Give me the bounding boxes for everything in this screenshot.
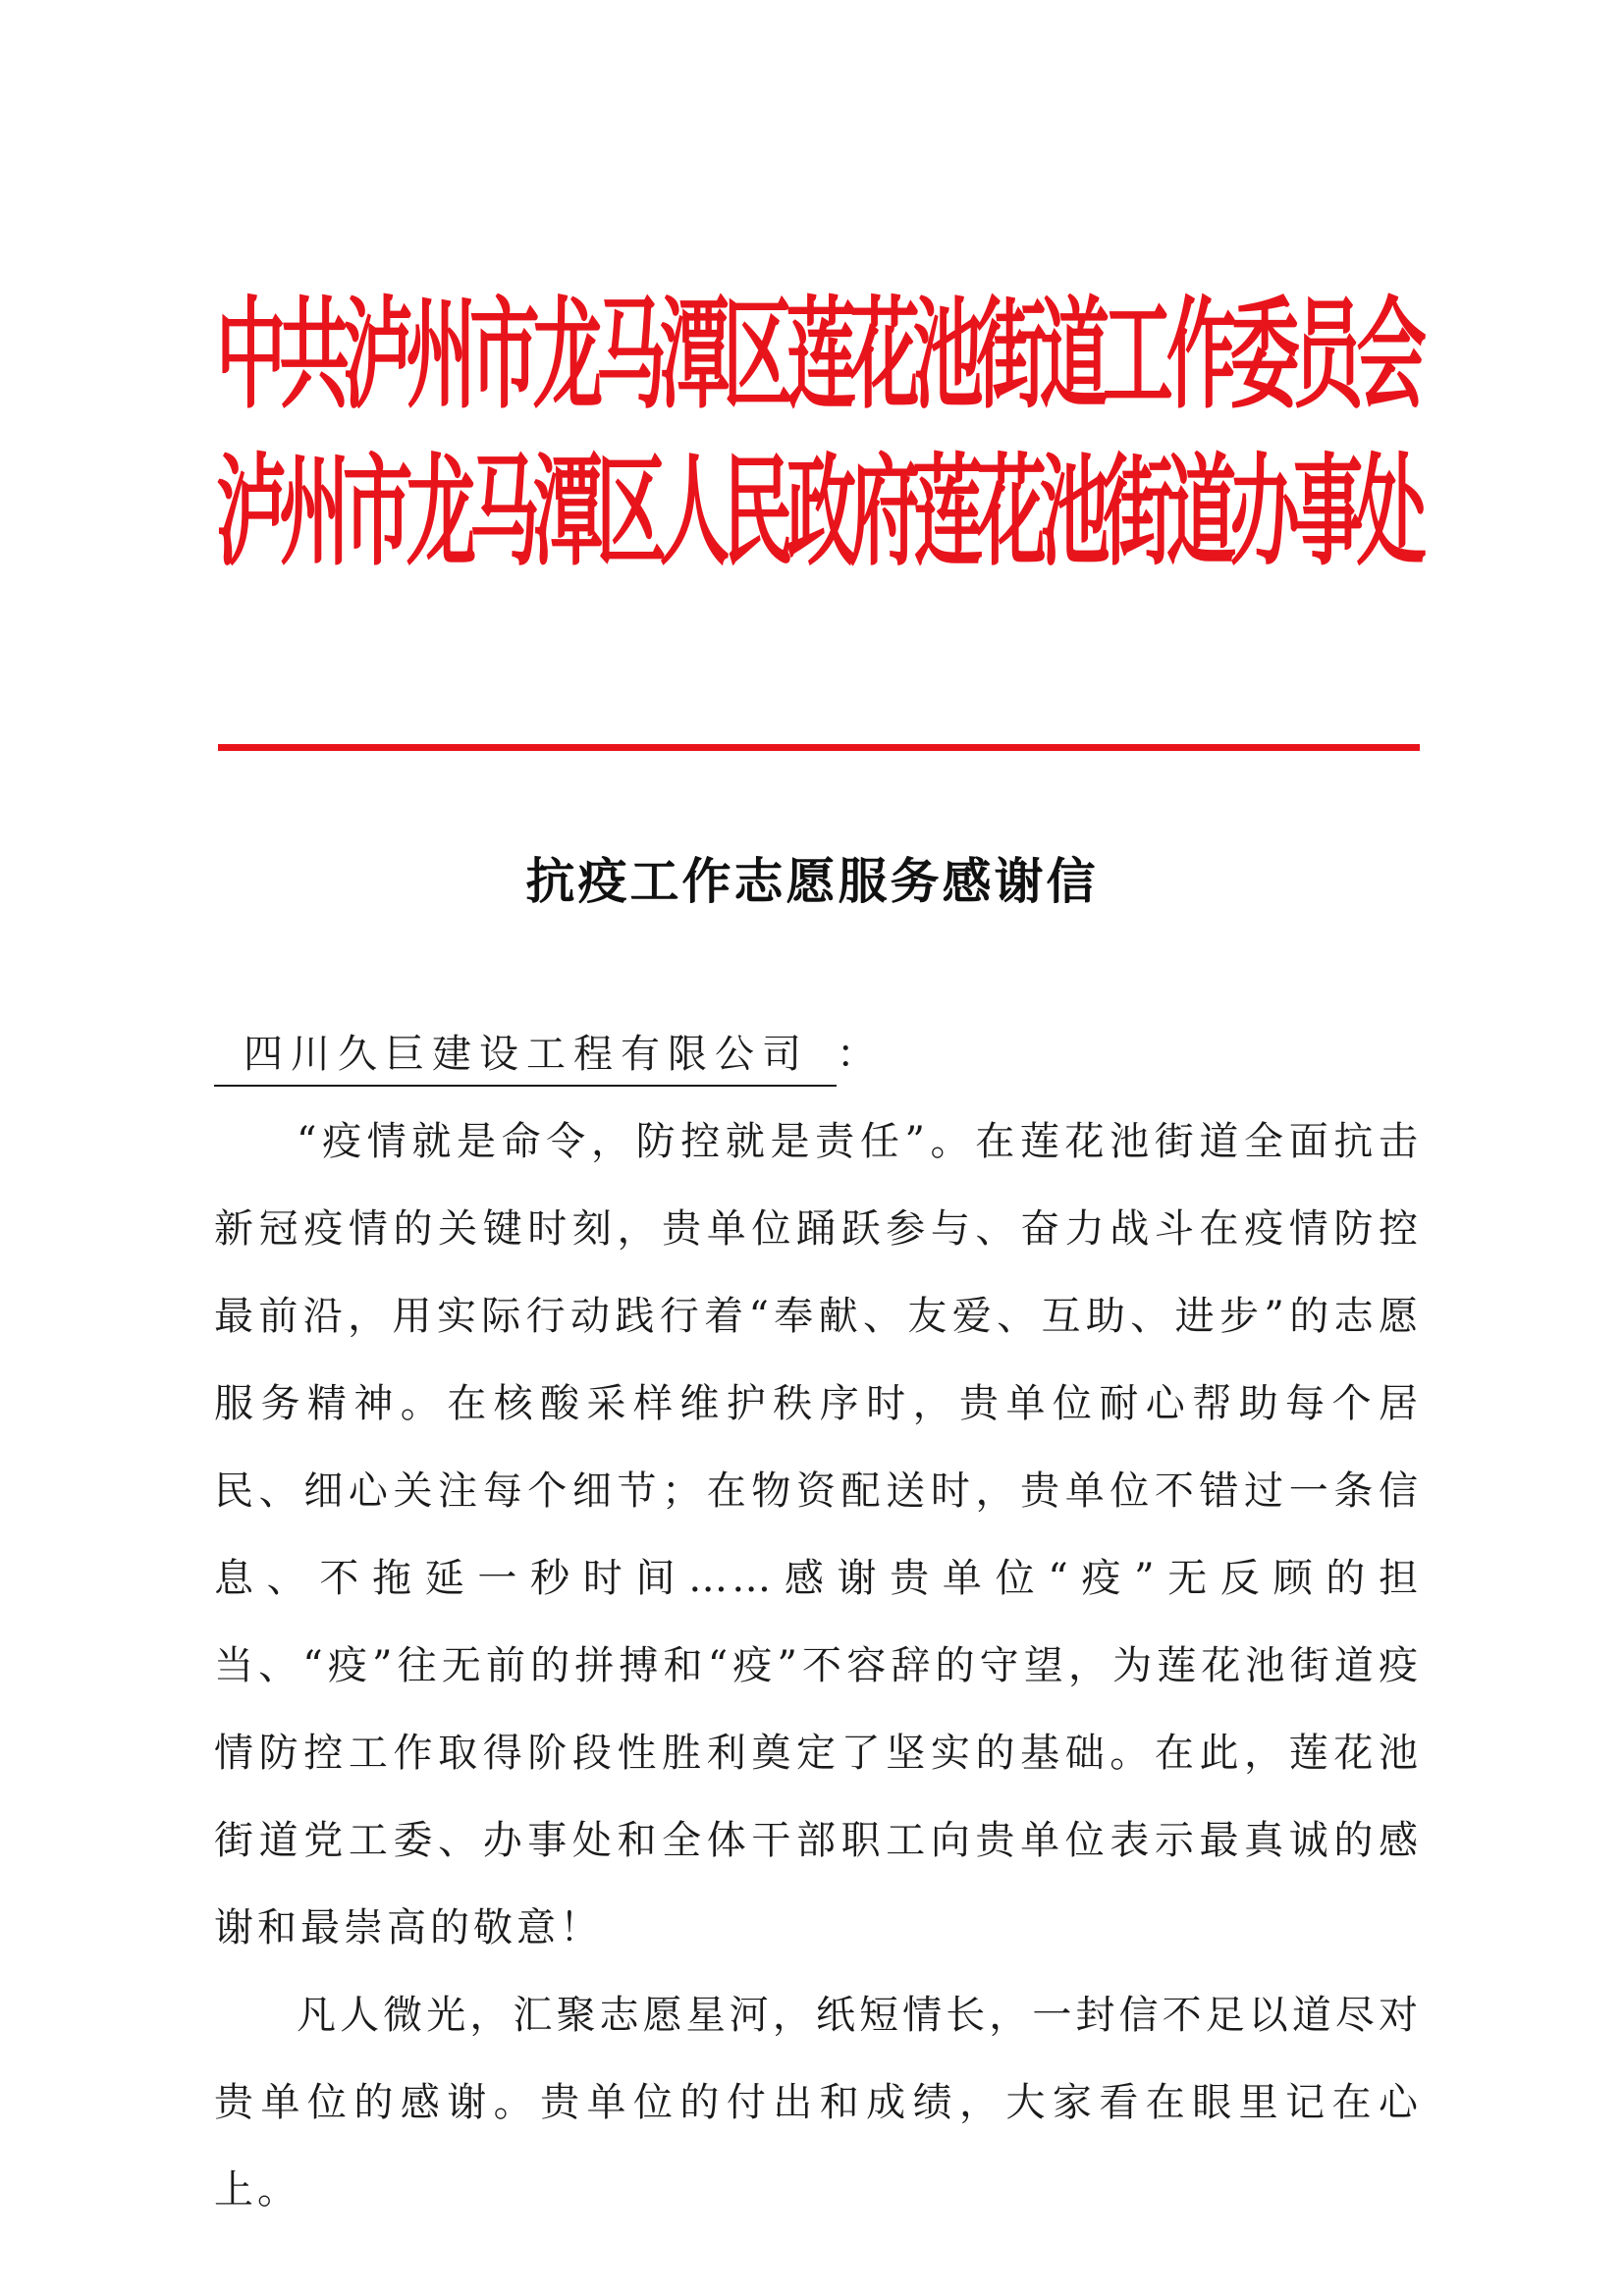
body-paragraph-2: 凡人微光，汇聚志愿星河，纸短情长，一封信不足以道尽对贵单位的感谢。贵单位的付出和成绩，大家看在眼里记在心上。 bbox=[214, 1993, 1422, 2213]
letter-body bbox=[214, 1011, 1422, 2234]
letterhead-red-divider bbox=[218, 744, 1420, 751]
salutation bbox=[214, 1011, 1422, 1098]
recipient-name: 四川久巨建设工程有限公司 bbox=[214, 1024, 837, 1087]
letterhead bbox=[216, 283, 1421, 583]
body-paragraph-1: “疫情就是命令，防控就是责任”。在莲花池街道全面抗击新冠疫情的关键时刻，贵单位踊跃参与、奋力战斗在疫情防控最前沿，用实际行动践行着“奉献、友爱、互助、进步”的志愿服务精神。在核酸采样维护秩序时，贵单位耐心帮助每个居民、细心关注每个细节；在物资配送时，贵单位不错过一条信息、不拖延一秒时间……感谢贵单位“疫”无反顾的担当、“疫”往无前的拼搏和“疫”不容辞的守望，为莲花池街道疫情防控工作取得阶段性胜利奠定了坚实的基础。在此，莲花池街道党工委、办事处和全体干部职工向贵单位表示最真诚的感谢和最崇高的敬意！ bbox=[214, 1119, 1422, 1950]
letter-title: 抗疫工作志愿服务感谢信 bbox=[525, 852, 1099, 910]
letterhead-line-sub-district-office: 泸州市龙马潭区人民政府莲花池街道办事处 bbox=[216, 440, 1421, 583]
letterhead-line-party-committee: 中共泸州市龙马潭区莲花池街道工作委员会 bbox=[216, 283, 1421, 426]
salutation-colon: ： bbox=[837, 1032, 884, 1077]
